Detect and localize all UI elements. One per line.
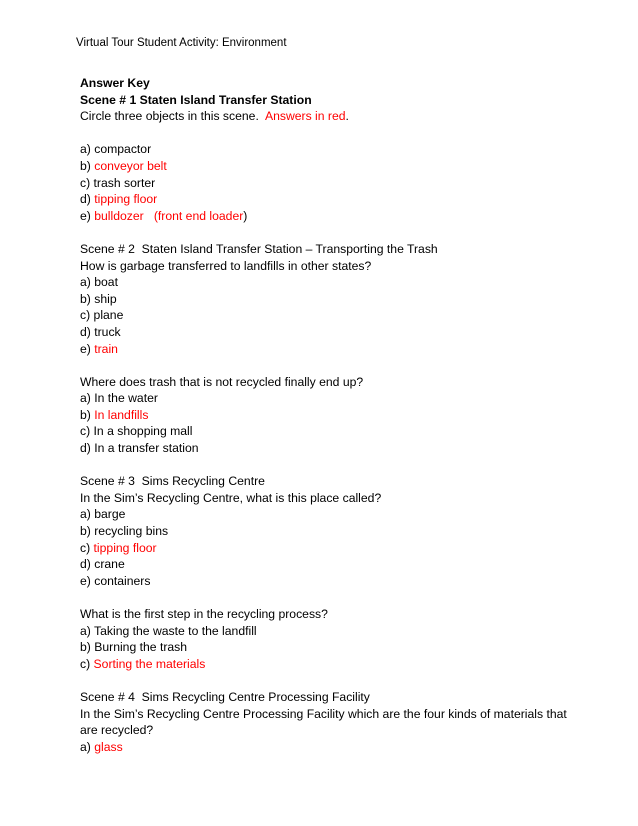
option-letter: c) — [80, 424, 94, 439]
option-answer-red: Sorting the materials — [93, 656, 206, 671]
scene3-question2: What is the first step in the recycling process? — [80, 607, 328, 621]
scene2-q1-options — [80, 274, 580, 357]
scene2-q2-options — [80, 390, 580, 456]
option-letter: e) — [80, 341, 95, 356]
scene1-instruction — [80, 108, 580, 125]
option-answer-red: conveyor belt — [94, 158, 167, 173]
scene4-options — [80, 739, 580, 756]
answer-key-document — [80, 75, 580, 755]
option-letter: a) — [80, 739, 95, 754]
scene3-q2-options — [80, 623, 580, 673]
answer-option — [80, 523, 580, 540]
option-letter: c) — [80, 175, 94, 190]
answer-option — [80, 291, 580, 308]
answer-option — [80, 623, 580, 640]
scene2-title: Scene # 2 Staten Island Transfer Station – Transporting the Trash — [80, 241, 438, 256]
answer-option — [80, 341, 580, 358]
option-letter: b) — [80, 291, 95, 306]
answer-option — [80, 556, 580, 573]
option-text: compactor — [94, 142, 152, 157]
scene3-question1: In the Sim’s Recycling Centre, what is this place called? — [80, 490, 382, 505]
answer-option — [80, 639, 580, 656]
option-text: ship — [94, 291, 117, 306]
answer-option — [80, 191, 580, 208]
option-text: trash sorter — [93, 175, 156, 190]
option-answer-red: In landfills — [94, 407, 149, 422]
option-letter: d) — [80, 192, 95, 207]
option-answer-red: bulldozer (front end loader — [94, 208, 244, 223]
option-letter: b) — [80, 640, 95, 655]
answer-key-title: Answer Key — [80, 76, 150, 90]
answer-option — [80, 407, 580, 424]
option-letter: a) — [80, 507, 95, 522]
option-letter: e) — [80, 208, 95, 223]
option-letter: d) — [80, 441, 95, 456]
option-text: boat — [94, 275, 118, 290]
option-letter: b) — [80, 158, 95, 173]
option-letter: c) — [80, 540, 94, 555]
answer-option — [80, 274, 580, 291]
option-text: Burning the trash — [94, 640, 188, 655]
option-text: barge — [94, 507, 126, 522]
option-answer-red: train — [94, 341, 118, 356]
page-header: Virtual Tour Student Activity: Environment — [76, 37, 287, 49]
option-text: recycling bins — [94, 524, 169, 539]
instruction-text: Circle three objects in this scene. — [80, 109, 265, 124]
option-text: In a shopping mall — [93, 424, 193, 439]
answer-option — [80, 208, 580, 225]
option-text: crane — [94, 557, 125, 572]
option-text: truck — [94, 324, 121, 339]
scene1-options — [80, 141, 580, 224]
option-answer-red: tipping floor — [93, 540, 157, 555]
answer-option — [80, 175, 580, 192]
instruction-red-note: Answers in red — [264, 109, 346, 124]
instruction-end: . — [345, 109, 349, 124]
scene2-question2: Where does trash that is not recycled finally end up? — [80, 374, 364, 389]
answer-option — [80, 141, 580, 158]
scene4-title: Scene # 4 Sims Recycling Centre Processing Facility — [80, 689, 370, 704]
option-letter: a) — [80, 623, 95, 638]
option-suffix: ) — [243, 208, 248, 223]
scene2-question1: How is garbage transferred to landfills in other states? — [80, 258, 372, 273]
option-answer-red: glass — [94, 739, 123, 754]
option-letter: c) — [80, 656, 94, 671]
option-letter: a) — [80, 391, 95, 406]
option-text: Taking the waste to the landfill — [94, 623, 257, 638]
option-text: In a transfer station — [94, 441, 199, 456]
answer-option — [80, 506, 580, 523]
answer-option — [80, 573, 580, 590]
answer-option — [80, 739, 580, 756]
answer-option — [80, 390, 580, 407]
scene3-q1-options — [80, 506, 580, 589]
answer-option — [80, 324, 580, 341]
answer-option — [80, 656, 580, 673]
option-letter: b) — [80, 524, 95, 539]
option-letter: d) — [80, 324, 95, 339]
answer-option — [80, 440, 580, 457]
option-letter: a) — [80, 142, 95, 157]
answer-option — [80, 307, 580, 324]
scene3-title: Scene # 3 Sims Recycling Centre — [80, 474, 265, 489]
option-letter: b) — [80, 407, 95, 422]
option-text: containers — [94, 573, 151, 588]
scene1-title: Scene # 1 Staten Island Transfer Station — [80, 92, 312, 107]
option-answer-red: tipping floor — [94, 192, 158, 207]
option-text: In the water — [94, 391, 158, 406]
scene4-question: In the Sim’s Recycling Centre Processing Facility which are the four kinds of materials that are recycled? — [80, 706, 567, 738]
option-text: plane — [93, 308, 124, 323]
option-letter: e) — [80, 573, 95, 588]
option-letter: c) — [80, 308, 94, 323]
option-letter: d) — [80, 557, 95, 572]
option-letter: a) — [80, 275, 95, 290]
answer-option — [80, 158, 580, 175]
answer-option — [80, 423, 580, 440]
answer-option — [80, 540, 580, 557]
